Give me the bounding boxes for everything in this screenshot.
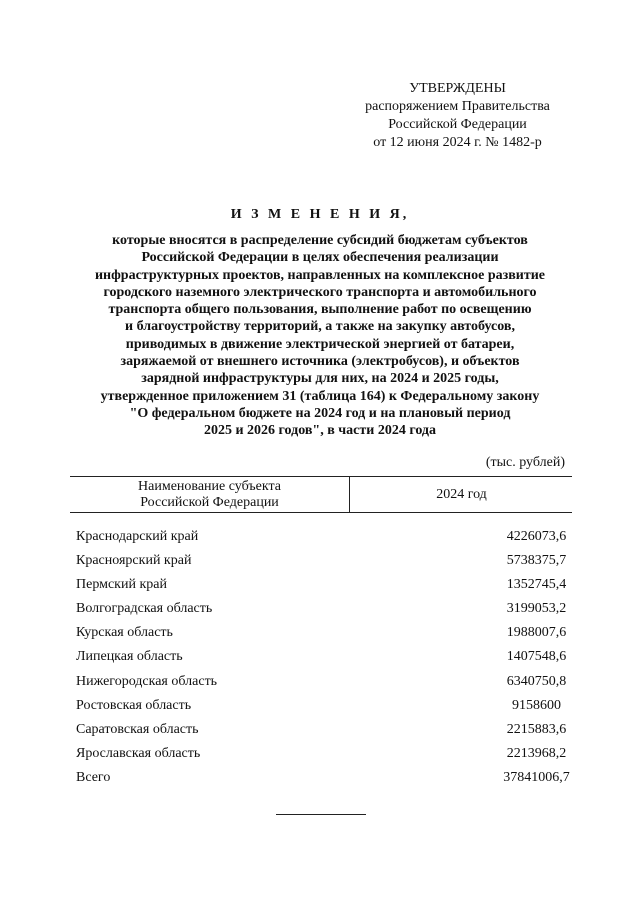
region-name: Саратовская область xyxy=(76,721,199,737)
table-row xyxy=(76,577,572,601)
region-amount: 2213968,2 xyxy=(506,745,567,761)
region-name: Нижегородская область xyxy=(76,673,218,689)
region-amount: 5738375,7 xyxy=(506,553,567,569)
subtitle-line: инфраструктурных проектов, направленных на комплексное развитие xyxy=(94,267,546,283)
table-row xyxy=(76,601,572,625)
total-amount: 37841006,7 xyxy=(503,769,570,785)
approval-heading: УТВЕРЖДЕНЫ xyxy=(409,81,506,96)
subtitle-line: которые вносятся в распределение субсидий бюджетам субъектов xyxy=(112,233,528,248)
approval-date-number: от 12 июня 2024 г. № 1482-р xyxy=(373,135,542,150)
table-body xyxy=(76,529,572,794)
header-subject-line: Наименование субъекта xyxy=(138,479,281,494)
table-row xyxy=(76,674,572,698)
region-amount: 1988007,6 xyxy=(506,625,567,641)
approval-stamp xyxy=(345,80,570,152)
table-row xyxy=(76,529,572,553)
region-amount: 4226073,6 xyxy=(506,529,567,544)
subtitle-line: транспорта общего пользования, выполнение работ по освещению xyxy=(108,302,532,318)
region-name: Липецкая область xyxy=(76,649,183,665)
table-header xyxy=(70,476,572,513)
subtitle-line: зарядной инфраструктуры для них, на 2024 и 2025 годы, xyxy=(141,371,499,387)
approval-line: распоряжением Правительства xyxy=(365,99,550,114)
total-label: Всего xyxy=(76,769,111,785)
units-label: (тыс. рублей) xyxy=(485,455,565,470)
table-row xyxy=(76,649,572,673)
region-name: Волгоградская область xyxy=(76,601,213,617)
region-name: Пермский край xyxy=(76,577,167,593)
region-amount: 3199053,2 xyxy=(506,601,567,617)
subtitle-line: и благоустройству территорий, а также на закупку автобусов, xyxy=(125,319,515,335)
region-name: Краснодарский край xyxy=(76,529,199,544)
region-name: Ростовская область xyxy=(76,697,192,713)
subtitle-line: 2025 и 2026 годов", в части 2024 года xyxy=(203,423,437,439)
approval-line: Российской Федерации xyxy=(388,117,527,132)
header-year-column: 2024 год xyxy=(436,487,487,502)
subtitle-line: Российской Федерации в целях обеспечения реализации xyxy=(141,250,499,266)
table-row xyxy=(76,553,572,577)
region-amount: 6340750,8 xyxy=(506,673,567,689)
region-name: Ярославская область xyxy=(76,745,201,761)
subtitle-line: "О федеральном бюджете на 2024 год и на плановый период xyxy=(129,405,511,421)
closing-divider xyxy=(276,814,366,815)
document-subtitle xyxy=(60,232,580,440)
subtitle-line: заряжаемой от внешнего источника (электробусов), и объектов xyxy=(120,354,520,370)
header-subject-line: Российской Федерации xyxy=(140,495,279,510)
region-amount: 2215883,6 xyxy=(506,721,567,737)
region-amount: 1407548,6 xyxy=(506,649,567,665)
document-title: И З М Е Н Е Н И Я, xyxy=(230,207,410,222)
region-name: Красноярский край xyxy=(76,553,192,569)
table-row xyxy=(76,722,572,746)
region-amount: 1352745,4 xyxy=(506,577,567,593)
table-row xyxy=(76,746,572,770)
region-amount: 9158600 xyxy=(512,697,561,713)
subtitle-line: утвержденное приложением 31 (таблица 164) к Федеральному закону xyxy=(100,388,540,404)
table-row xyxy=(76,625,572,649)
subtitle-line: приводимых в движение электрической энергией от батареи, xyxy=(125,336,515,352)
table-row xyxy=(76,698,572,722)
subtitle-line: городского наземного электрического транспорта и автомобильного xyxy=(103,284,537,300)
table-row-total xyxy=(76,770,572,794)
region-name: Курская область xyxy=(76,625,173,641)
header-subject-column xyxy=(70,477,350,512)
